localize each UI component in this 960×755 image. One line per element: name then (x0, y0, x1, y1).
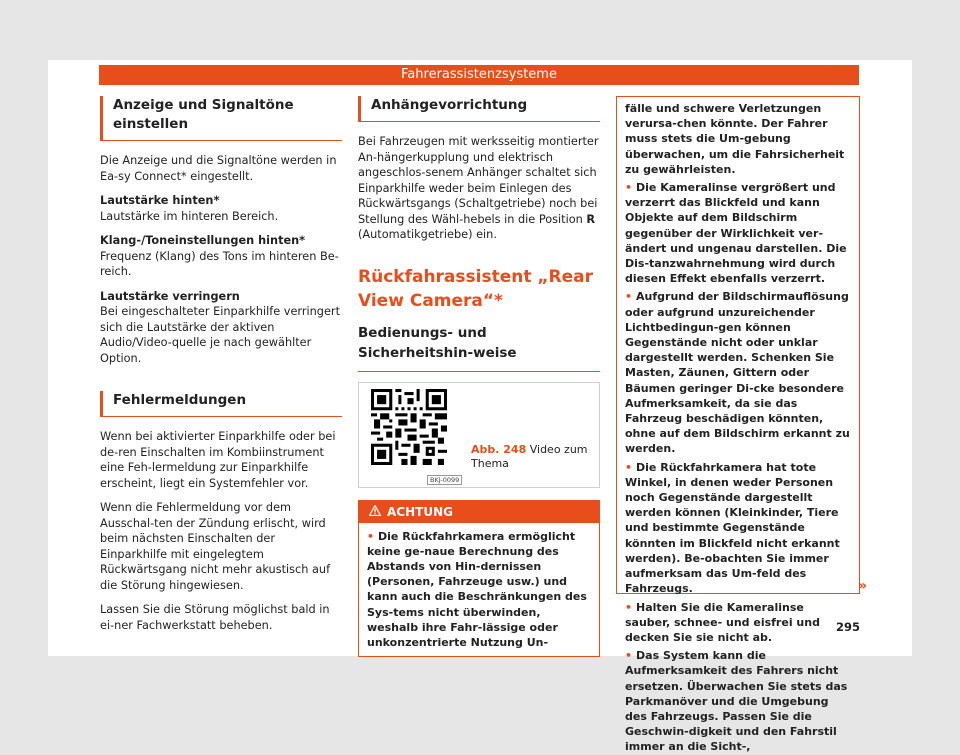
subsection-title-safety: Bedienungs- und Sicherheitshin-weise (358, 323, 600, 372)
bullet-icon: • (625, 181, 633, 195)
figure-number: Abb. 248 (471, 442, 527, 456)
bullet-icon: • (625, 649, 633, 663)
towbar-text: Bei Fahrzeugen mit werksseitig montierter An-hängerkupplung und elektrisch angeschlos-senem Anhänger schaltet sich Einparkhilfe weder beim Einlegen des Rückwärtsgangs (Schaltgetriebe) noch bei Stellung des Wähl-hebels in die Position R (Automatikgetriebe) ein. (358, 135, 599, 241)
warning-bullet: • Die Rückfahrkamera hat tote Winkel, in denen weder Personen noch Gegenstände dargestellt werden können (Kleinkinder, Tiere und bestimmte Gegenstände könnten im Blickfeld nicht erkannt werden). Be-obachten Sie immer aufmerksam das Um-feld des Fahrzeugs. (625, 460, 840, 596)
warning-bullet: • Halten Sie die Kameralinse sauber, schnee- und eisfrei und decken Sie sie nicht ab. (625, 600, 820, 644)
intro-text: Die Anzeige und die Signaltöne werden in Ea-sy Connect* eingestellt. (100, 154, 337, 183)
item-label: Klang-/Toneinstellungen hinten* (100, 234, 306, 247)
bullet-icon: • (367, 529, 375, 543)
paragraph: Lassen Sie die Störung möglichst bald in ei-ner Fachwerkstatt beheben. (100, 603, 330, 632)
warning-body (359, 523, 599, 657)
bullet-icon: • (625, 600, 633, 614)
item-label: Lautstärke verringern (100, 289, 240, 303)
section-title-error-messages (100, 391, 342, 417)
figure-code: BKJ-0099 (427, 475, 462, 485)
paragraph: Wenn bei aktivierter Einparkhilfe oder bei de-ren Einschalten im Kombiinstrument eine Feh-lermeldung zur Einparkhilfe erscheint, liegt ein Systemfehler vor. (100, 430, 336, 490)
bullet-icon: • (625, 460, 633, 474)
warning-box (358, 500, 600, 658)
section-title-display-sounds: Anzeige und Signaltöne einstellen (100, 96, 342, 141)
item-text: Frequenz (Klang) des Tons im hinteren Be-reich. (100, 249, 339, 278)
warning-lead: fälle und schwere Verletzungen verursa-chen könnte. Der Fahrer muss stets die Um-gebung überwachen, um die Fahrsicherheit zu gewährleisten. (625, 102, 845, 176)
warning-bullet: • Die Kameralinse vergrößert und verzerrt das Blickfeld und kann Objekte auf dem Bildschirm gegenüber der Wirklichkeit ver-ändert und ungenau darstellen. Die Dis-tanzwahrnehmung wird durch diesen Effekt ebenfalls verzerrt. (625, 181, 847, 286)
warning-bullet: • Aufgrund der Bildschirmauflösung oder aufgrund unzureichender Lichtbedingun-gen können Gegenstände nicht oder unklar dargestellt werden. Schenken Sie Masten, Zäunen, Gittern oder Bäumen geringer Di-cke besondere Aufmerksamkeit, da sie das Fahrzeug beschädigen könnten, ohne auf dem Bildschirm erkannt zu werden. (625, 290, 850, 456)
page-number: 295 (836, 620, 861, 634)
warning-bullet: • Das System kann die Aufmerksamkeit des Fahrers nicht ersetzen. Überwachen Sie stets das Parkmanöver und die Umgebung des Fahrzeugs. Passen Sie die Geschwin-digkeit und den Fahrstil immer an die Sicht-, (625, 649, 848, 754)
section-title-text: Fehlermeldungen (113, 392, 247, 408)
warning-text: Die Rückfahrkamera ermöglicht keine ge-naue Berechnung des Abstands von Hin-dernissen (Personen, Fahrzeuge usw.) und kann auch die Beschränkungen des Sys-tems nicht überwinden, weshalb ihre Fahr-lässige oder unkonzentrierte Nutzung Un- (367, 529, 587, 649)
chapter-title-rear-view-camera: Rückfahrassistent „Rear View Camera“* (358, 266, 594, 311)
item-label: Lautstärke hinten* (100, 194, 220, 207)
section-title-towbar: Anhängevorrichtung (358, 96, 600, 122)
warning-triangle-icon (369, 501, 381, 523)
item-text: Lautstärke im hinteren Bereich. (100, 209, 279, 223)
qr-code-image[interactable] (371, 389, 447, 465)
column-middle (358, 96, 600, 657)
video-figure (358, 382, 600, 488)
warning-header (359, 501, 599, 523)
gear-position-r: R (586, 212, 596, 226)
paragraph: Wenn die Fehlermeldung vor dem Ausschal-ten der Zündung erlischt, wird beim nächsten Einschalten der Einparkhilfe mit eingelegtem Rückwärtsgang nicht mehr akustisch auf die Störung hingewiesen. (100, 501, 331, 592)
figure-caption-text: Video zum Thema (471, 442, 588, 470)
chapter-header: Fahrerassistenzsysteme (99, 65, 859, 85)
bullet-icon: • (625, 290, 633, 304)
column-left (100, 96, 342, 633)
continue-arrow-icon: » (858, 578, 868, 594)
item-text: Bei eingeschalteter Einparkhilfe verringert sich die Lautstärke der aktiven Audio/Video-quelle je nach gewählter Option. (100, 305, 341, 365)
warning-title: ACHTUNG (387, 504, 453, 519)
figure-caption (471, 443, 591, 471)
